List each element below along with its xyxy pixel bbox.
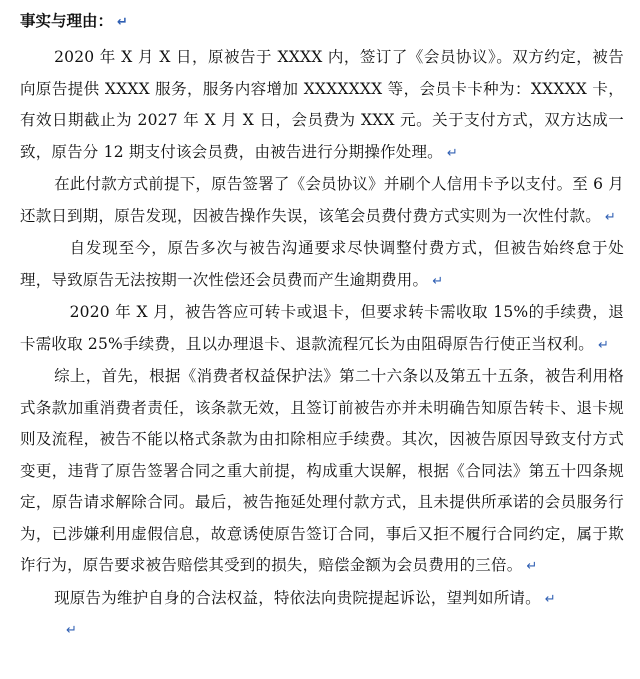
document-body (20, 6, 624, 643)
paragraph-mark-icon: ↵ (604, 209, 616, 225)
paragraph-text: 2020 年 X 月，被告答应可转卡或退卡，但要求转卡需收取 15%的手续费，退卡需收取 25%手续费，且以办理退卡、退款流程冗长为由阻碍原告行使正当权利。 (20, 303, 624, 353)
paragraph-mark-icon: ↵ (597, 337, 610, 353)
paragraph-mark-icon: ↵ (544, 591, 556, 607)
paragraph-1 (20, 42, 624, 169)
paragraph-mark-icon: ↵ (66, 623, 77, 638)
paragraph-text: 自发现至今，原告多次与被告沟通要求尽快调整付费方式，但被告始终怠于处理，导致原告无法按期一次性偿还会员费而产生逾期费用。 (20, 239, 624, 289)
heading-text: 事实与理由： (20, 12, 114, 30)
paragraph-mark-icon: ↵ (526, 559, 538, 574)
paragraph-6 (20, 583, 624, 616)
paragraph-text: 综上，首先，根据《消费者权益保护法》第二十六条以及第五十五条，被告利用格式条款加重消费者责任，该条款无效，且签订前被告亦并未明确告知原告转卡、退卡规则及流程，被告不能以格式条款为由扣除相应手续费。其次，因被告原因导致支付方式变更，违背了原告签署合同之重大前提，构成重大误解，根据《合同法》第五十四条规定，原告请求解除合同。最后，被告拖延处理付款方式，且未提供所承诺的会员服务行为，已涉嫌利用虚假信息，故意诱使原告签订合同，事后又拒不履行合同约定，属于欺诈行为，原告要求被告赔偿其受到的损失，赔偿金额为会员费用的三倍。 (20, 367, 624, 574)
empty-paragraph (20, 615, 624, 643)
section-heading (20, 6, 624, 38)
paragraph-mark-icon: ↵ (432, 273, 444, 289)
paragraph-text: 在此付款方式前提下，原告签署了《会员协议》并刷个人信用卡予以支付。至 6 月还款日到期，原告发现，因被告操作失误，该笔会员费付费方式实则为一次性付款。 (20, 175, 624, 225)
paragraph-2 (20, 169, 624, 233)
paragraph-text: 2020 年 X 月 X 日，原被告于 XXXX 内，签订了《会员协议》。双方约定，被告向原告提供 XXXX 服务，服务内容增加 XXXXXXX 等，会员卡卡种为：XXXXX 卡，有效日期截止为 2027 年 X 月 X 日，会员费为 XXX 元。关于支付方式，双方达成一致，原告分 12 期支付该会员费，由被告进行分期操作处理。 (20, 48, 624, 161)
paragraph-mark-icon: ↵ (446, 145, 458, 161)
paragraph-5 (20, 361, 624, 583)
paragraph-mark-icon: ↵ (117, 15, 128, 30)
paragraph-text: 现原告为维护自身的合法权益，特依法向贵院提起诉讼，望判如所请。 (54, 588, 541, 607)
paragraph-3 (20, 233, 624, 297)
paragraph-4 (20, 297, 624, 361)
